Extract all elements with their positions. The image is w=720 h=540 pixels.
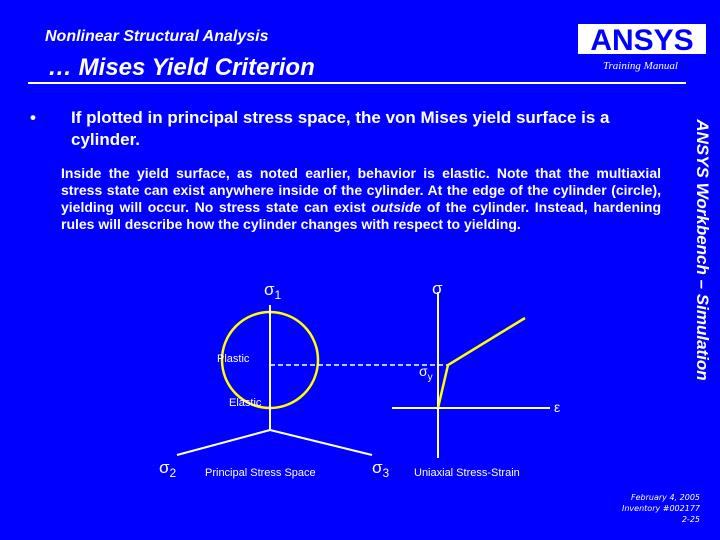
sigma3-axis xyxy=(270,430,372,455)
stress-strain-curve xyxy=(438,318,525,408)
sigma2-axis xyxy=(177,430,270,455)
sigma3-label: $\sigma_3$ xyxy=(372,458,390,480)
sigma2-label: $\sigma_2$ xyxy=(159,458,177,480)
footer-date: February 4, 2005 xyxy=(631,493,700,502)
sigma1-label: $\sigma_1$ xyxy=(264,280,282,302)
bullet-marker: • xyxy=(30,108,36,127)
sidebar-label-text: ANSYS Workbench – Simulation xyxy=(693,119,712,381)
plastic-label: Plastic xyxy=(217,353,250,365)
elastic-label: Elastic xyxy=(229,397,262,409)
slide-footer xyxy=(560,492,700,525)
uniaxial-stress-strain-label: Uniaxial Stress-Strain xyxy=(414,467,520,479)
paragraph-emphasis: outside xyxy=(371,199,422,215)
sigma-axis-label: σ xyxy=(432,279,443,298)
training-manual-label: Training Manual xyxy=(603,60,678,72)
principal-stress-space-label: Principal Stress Space xyxy=(205,467,316,479)
paragraph-part-2: of the cylinder. Instead, hardening rules will describe how the cylinder changes with respect to yielding. xyxy=(61,199,661,232)
sigma-y-label: $\sigma_y$ xyxy=(419,363,433,383)
slide-title: … Mises Yield Criterion xyxy=(48,54,315,81)
principal-stress-space-diagram xyxy=(159,280,390,480)
footer-page-number: 2-25 xyxy=(681,515,700,524)
epsilon-axis-label: ε xyxy=(554,399,561,415)
course-title: Nonlinear Structural Analysis xyxy=(45,28,269,45)
ansys-logo-text: ANSYS xyxy=(590,24,694,57)
paragraph-part-1: Inside the yield surface, as noted earlier, behavior is elastic. Note that the multiaxial stress state can exist anywhere inside of the cylinder. At the edge of the cylinder (circle), yielding will occur. No stress state can exist xyxy=(61,165,661,215)
bullet-text: If plotted in principal stress space, the von Mises yield surface is a cylinder. xyxy=(71,108,610,149)
footer-inventory: Inventory #002177 xyxy=(622,504,700,513)
